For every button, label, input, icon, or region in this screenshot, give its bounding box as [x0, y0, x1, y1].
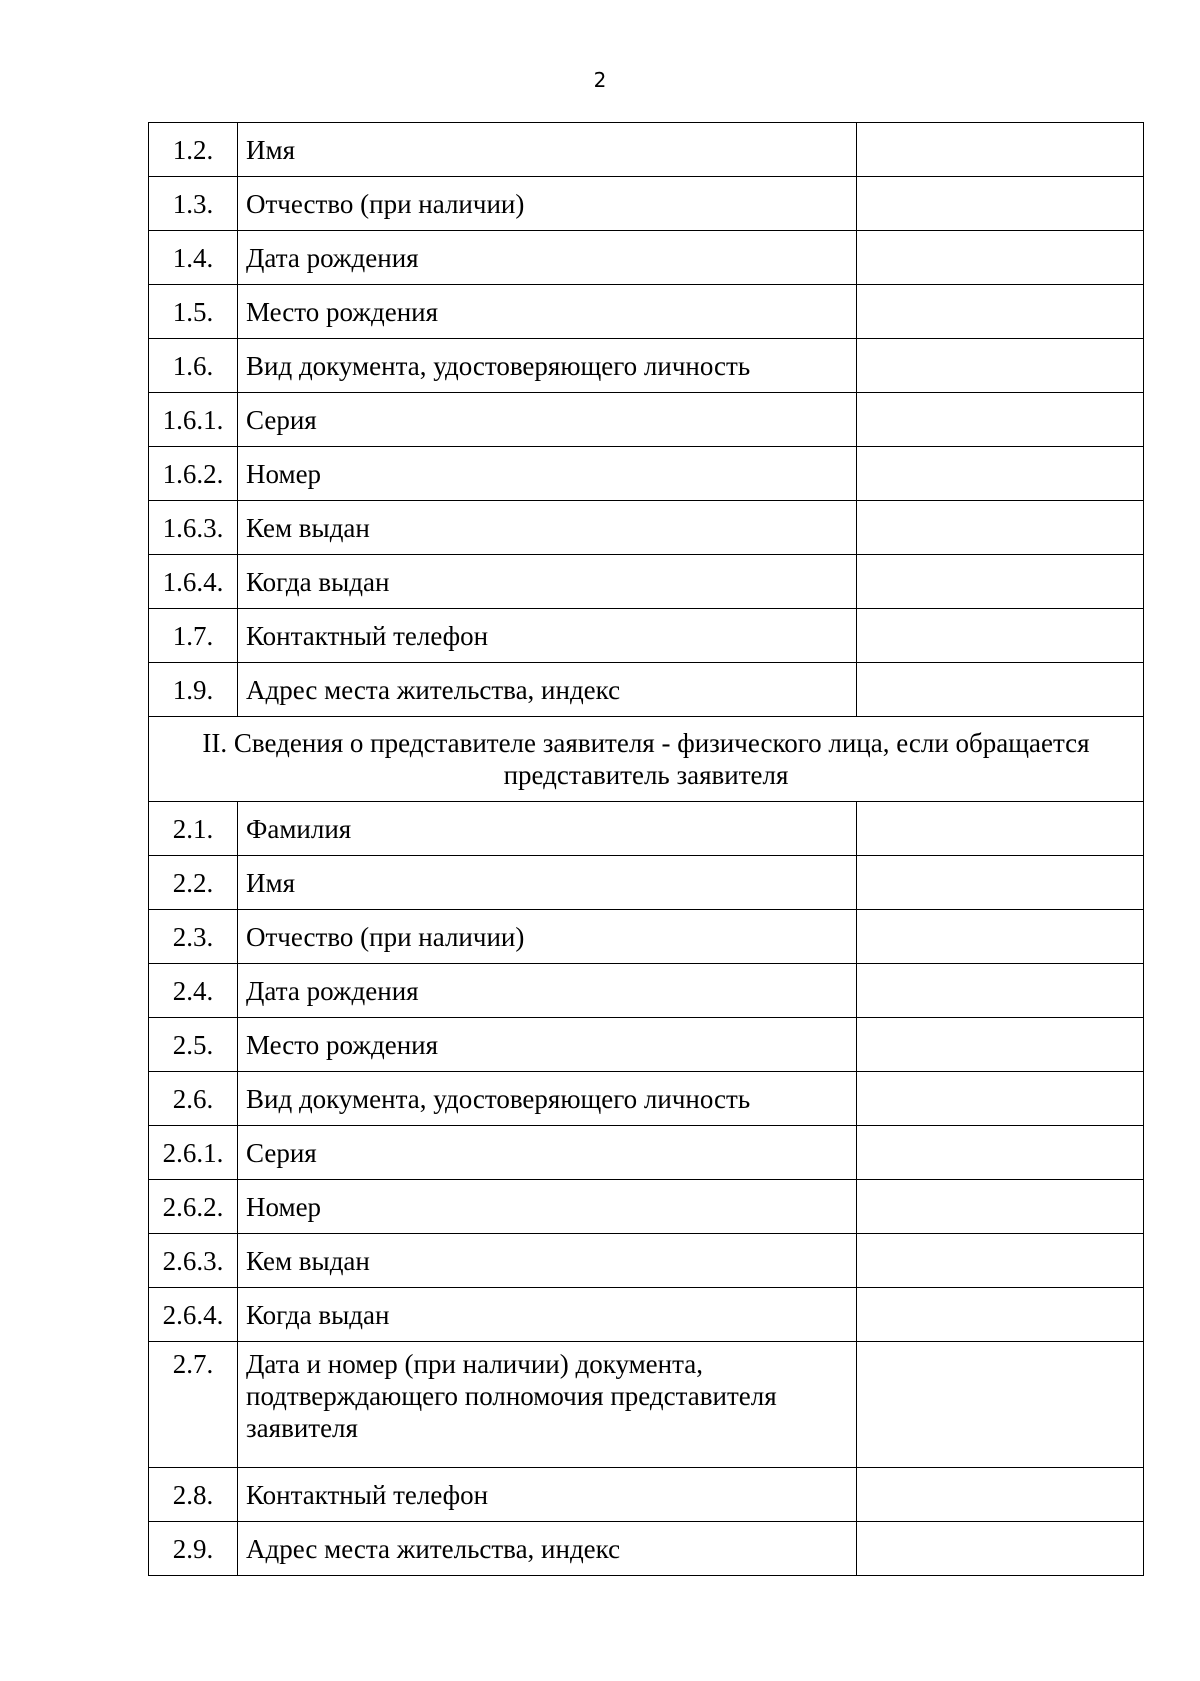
- row-number: 2.6.4.: [149, 1288, 238, 1342]
- table-row: [149, 1522, 1144, 1576]
- table-row: [149, 1126, 1144, 1180]
- table-row: [149, 393, 1144, 447]
- row-value-cell[interactable]: [857, 1072, 1144, 1126]
- row-label: Отчество (при наличии): [238, 177, 857, 231]
- row-value-cell[interactable]: [857, 285, 1144, 339]
- row-value-cell[interactable]: [857, 339, 1144, 393]
- row-label: Серия: [238, 393, 857, 447]
- row-number: 1.2.: [149, 123, 238, 177]
- row-label: Номер: [238, 447, 857, 501]
- row-number: 2.6.2.: [149, 1180, 238, 1234]
- row-number: 2.3.: [149, 910, 238, 964]
- row-number: 1.6.: [149, 339, 238, 393]
- row-number: 1.6.4.: [149, 555, 238, 609]
- table-row: [149, 555, 1144, 609]
- row-number: 1.4.: [149, 231, 238, 285]
- row-number: 2.9.: [149, 1522, 238, 1576]
- table-row: [149, 663, 1144, 717]
- row-value-cell[interactable]: [857, 663, 1144, 717]
- row-label: Имя: [238, 123, 857, 177]
- row-number: 2.6.1.: [149, 1126, 238, 1180]
- row-label: Адрес места жительства, индекс: [238, 1522, 857, 1576]
- row-label: Номер: [238, 1180, 857, 1234]
- table-row: [149, 1342, 1144, 1468]
- page-number: 2: [593, 68, 607, 92]
- row-label: Место рождения: [238, 1018, 857, 1072]
- row-number: 2.8.: [149, 1468, 238, 1522]
- row-number: 2.1.: [149, 802, 238, 856]
- row-label: Отчество (при наличии): [238, 910, 857, 964]
- row-number: 2.7.: [149, 1342, 238, 1468]
- row-value-cell[interactable]: [857, 856, 1144, 910]
- row-label: Дата и номер (при наличии) документа, подтверждающего полномочия представителя заявителя: [238, 1342, 857, 1468]
- row-value-cell[interactable]: [857, 1468, 1144, 1522]
- table-row: [149, 856, 1144, 910]
- row-value-cell[interactable]: [857, 393, 1144, 447]
- row-value-cell[interactable]: [857, 802, 1144, 856]
- row-label: Когда выдан: [238, 555, 857, 609]
- row-value-cell[interactable]: [857, 231, 1144, 285]
- table-row: [149, 609, 1144, 663]
- row-label: Кем выдан: [238, 501, 857, 555]
- row-number: 1.5.: [149, 285, 238, 339]
- section-heading-row: [149, 717, 1144, 802]
- row-value-cell[interactable]: [857, 501, 1144, 555]
- table-row: [149, 1288, 1144, 1342]
- row-label: Вид документа, удостоверяющего личность: [238, 339, 857, 393]
- row-label: Фамилия: [238, 802, 857, 856]
- table-row: [149, 501, 1144, 555]
- row-value-cell[interactable]: [857, 964, 1144, 1018]
- table-row: [149, 802, 1144, 856]
- row-label: Имя: [238, 856, 857, 910]
- row-label: Контактный телефон: [238, 1468, 857, 1522]
- row-value-cell[interactable]: [857, 1180, 1144, 1234]
- row-number: 1.7.: [149, 609, 238, 663]
- row-number: 1.3.: [149, 177, 238, 231]
- table-row: [149, 123, 1144, 177]
- row-value-cell[interactable]: [857, 555, 1144, 609]
- row-number: 2.5.: [149, 1018, 238, 1072]
- row-label: Место рождения: [238, 285, 857, 339]
- row-number: 1.6.3.: [149, 501, 238, 555]
- row-number: 2.4.: [149, 964, 238, 1018]
- row-label: Когда выдан: [238, 1288, 857, 1342]
- row-label: Вид документа, удостоверяющего личность: [238, 1072, 857, 1126]
- row-value-cell[interactable]: [857, 1234, 1144, 1288]
- table-row: [149, 177, 1144, 231]
- table-row: [149, 285, 1144, 339]
- row-label: Дата рождения: [238, 964, 857, 1018]
- row-value-cell[interactable]: [857, 910, 1144, 964]
- row-number: 2.6.: [149, 1072, 238, 1126]
- table-row: [149, 1468, 1144, 1522]
- applicant-form-table: [148, 122, 1144, 1576]
- row-value-cell[interactable]: [857, 177, 1144, 231]
- table-row: [149, 447, 1144, 501]
- row-value-cell[interactable]: [857, 123, 1144, 177]
- row-value-cell[interactable]: [857, 1126, 1144, 1180]
- section-2-heading: II. Сведения о представителе заявителя - физического лица, если обращается представитель заявителя: [149, 717, 1144, 802]
- row-value-cell[interactable]: [857, 609, 1144, 663]
- table-row: [149, 339, 1144, 393]
- row-number: 1.9.: [149, 663, 238, 717]
- table-row: [149, 1018, 1144, 1072]
- row-label: Контактный телефон: [238, 609, 857, 663]
- row-number: 1.6.2.: [149, 447, 238, 501]
- row-value-cell[interactable]: [857, 1288, 1144, 1342]
- table-row: [149, 1180, 1144, 1234]
- row-value-cell[interactable]: [857, 1018, 1144, 1072]
- table-row: [149, 964, 1144, 1018]
- row-label: Кем выдан: [238, 1234, 857, 1288]
- row-value-cell[interactable]: [857, 1342, 1144, 1468]
- row-label: Адрес места жительства, индекс: [238, 663, 857, 717]
- table-row: [149, 1072, 1144, 1126]
- row-number: 2.6.3.: [149, 1234, 238, 1288]
- table-row: [149, 1234, 1144, 1288]
- row-label: Серия: [238, 1126, 857, 1180]
- row-value-cell[interactable]: [857, 447, 1144, 501]
- row-value-cell[interactable]: [857, 1522, 1144, 1576]
- row-number: 1.6.1.: [149, 393, 238, 447]
- table-row: [149, 231, 1144, 285]
- row-label: Дата рождения: [238, 231, 857, 285]
- table-row: [149, 910, 1144, 964]
- row-number: 2.2.: [149, 856, 238, 910]
